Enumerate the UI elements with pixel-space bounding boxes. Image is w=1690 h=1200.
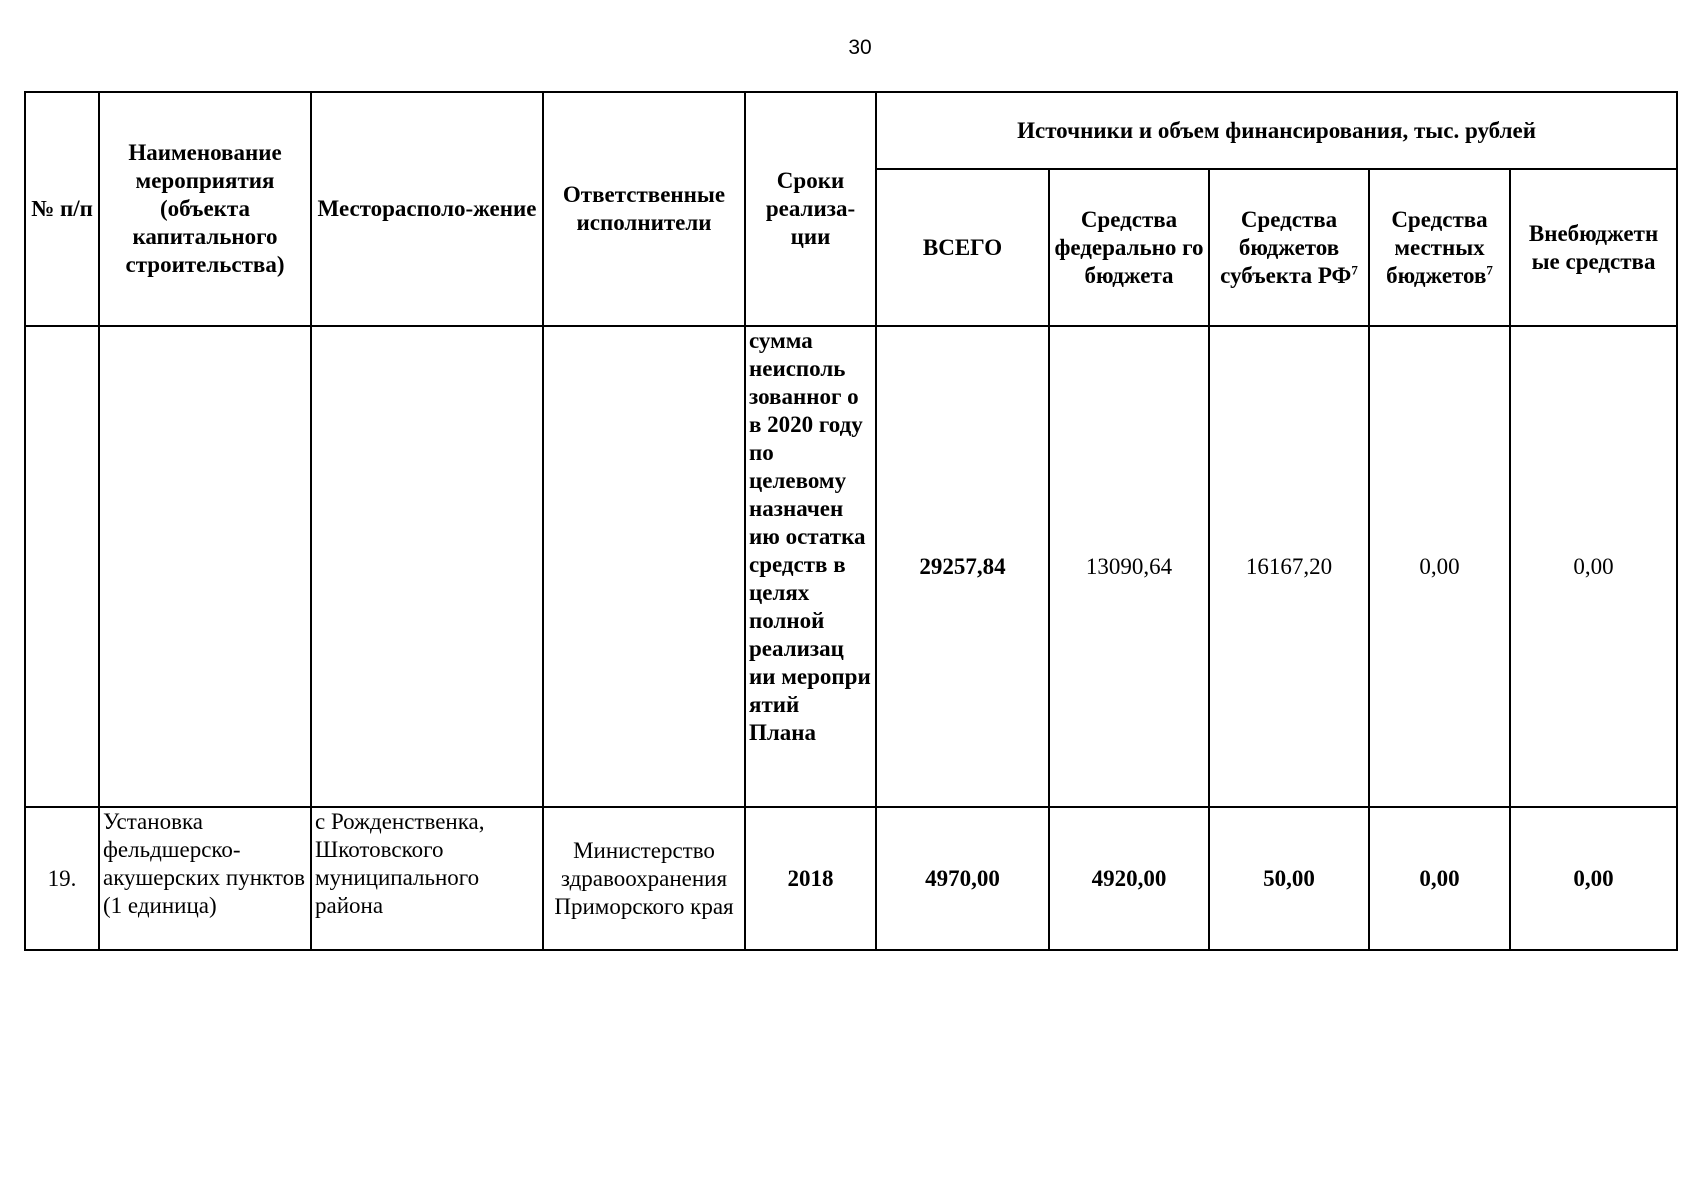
financing-table: [24, 91, 1678, 951]
cell-subject: 16167,20: [1209, 326, 1369, 807]
header-total: ВСЕГО: [876, 169, 1049, 326]
cell-terms: 2018: [745, 807, 876, 950]
table-row: [25, 326, 1677, 807]
cell-name: [99, 326, 311, 807]
cell-federal: 13090,64: [1049, 326, 1209, 807]
header-local-label: Средства местных бюджетов: [1386, 206, 1488, 288]
table-row: [25, 807, 1677, 950]
header-local-footnote: 7: [1486, 261, 1493, 277]
cell-responsible: [543, 326, 745, 807]
cell-federal: 4920,00: [1049, 807, 1209, 950]
header-local: [1369, 169, 1510, 326]
cell-responsible: Министерство здравоохранения Приморского края: [543, 807, 745, 950]
header-subject-footnote: 7: [1351, 261, 1358, 277]
cell-location: [311, 326, 543, 807]
cell-location: с Рожденственка, Шкотовского муниципального района: [311, 807, 543, 950]
table-header: [25, 92, 1677, 326]
header-financing-group: Источники и объем финансирования, тыс. рублей: [876, 92, 1677, 169]
header-location: Месторасполо-жение: [311, 92, 543, 326]
header-num: № п/п: [25, 92, 99, 326]
cell-extra: 0,00: [1510, 807, 1677, 950]
header-extra: Внебюджетн ые средства: [1510, 169, 1677, 326]
cell-extra: 0,00: [1510, 326, 1677, 807]
header-subject-label: Средства бюджетов субъекта РФ: [1220, 206, 1352, 288]
cell-num: 19.: [25, 807, 99, 950]
cell-local: 0,00: [1369, 807, 1510, 950]
cell-num: [25, 326, 99, 807]
cell-name: Установка фельдшерско-акушерских пунктов (1 единица): [99, 807, 311, 950]
header-terms: Сроки реализа-ции: [745, 92, 876, 326]
header-responsible: Ответственные исполнители: [543, 92, 745, 326]
cell-total: 4970,00: [876, 807, 1049, 950]
page-number: 30: [848, 36, 872, 59]
cell-terms: сумма неисполь зованног о в 2020 году по целевому назначен ию остатка средств в целях полной реализац ии меропри ятий Плана: [745, 326, 876, 807]
cell-subject: 50,00: [1209, 807, 1369, 950]
cell-local: 0,00: [1369, 326, 1510, 807]
header-name: Наименование мероприятия (объекта капитального строительства): [99, 92, 311, 326]
cell-total: 29257,84: [876, 326, 1049, 807]
header-federal: Средства федерально го бюджета: [1049, 169, 1209, 326]
header-subject: [1209, 169, 1369, 326]
